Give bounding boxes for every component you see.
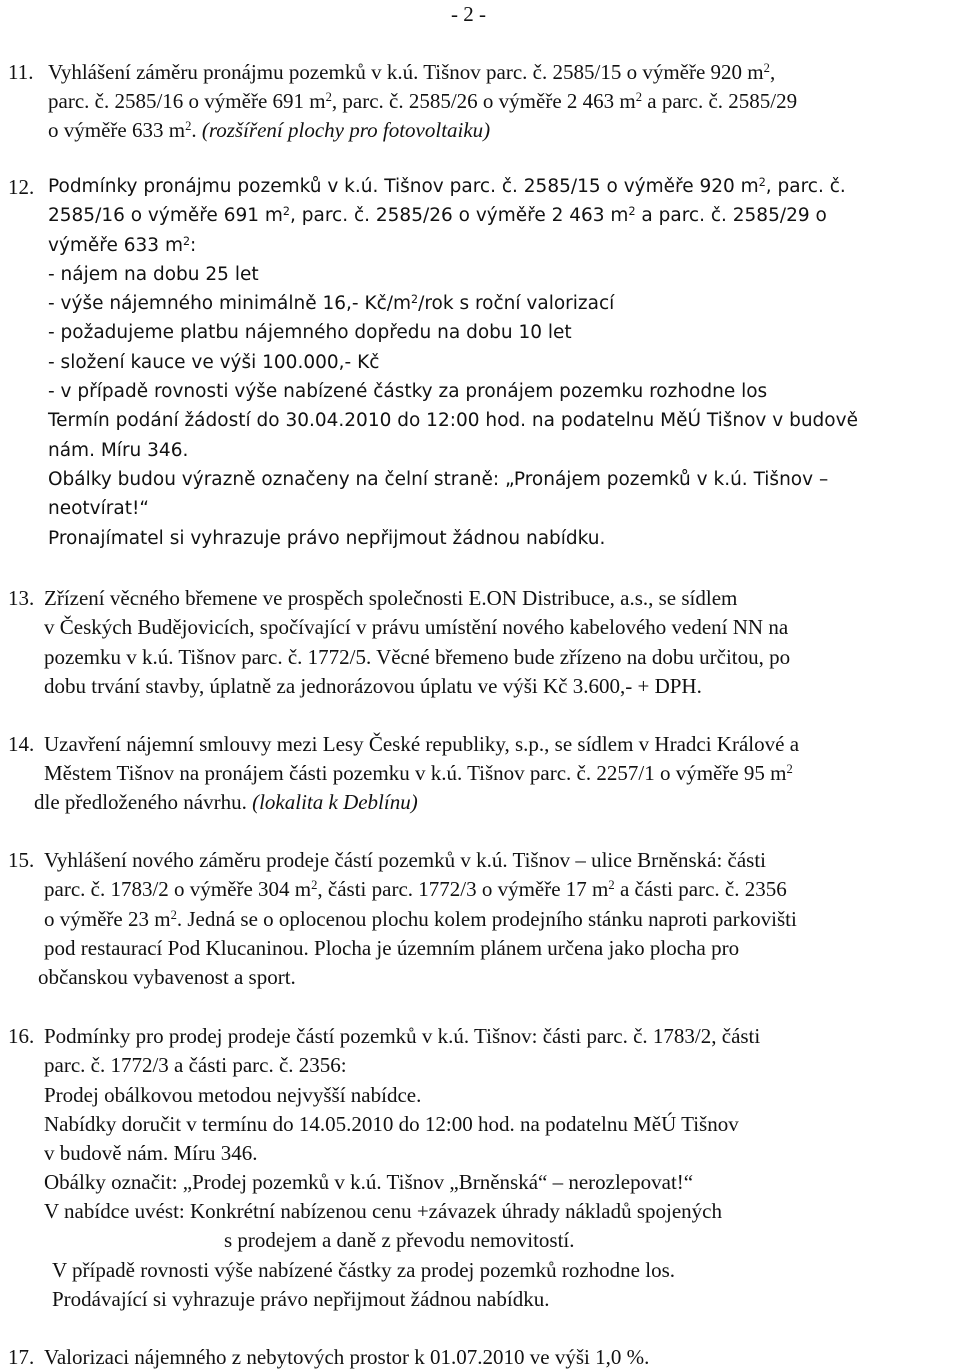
item-15-line-3: o výměře 23 $m^2$. Jedná se o oplocenou plochu kolem prodejního stánku naproti parkovišti [44,907,797,931]
item-15-line-1: Vyhlášení nového záměru prodeje částí pozemků v k.ú. Tišnov – ulice Brněnská: části [44,848,767,872]
page-number: - 2 - [451,2,486,26]
item-12-line-6: - požadujeme platbu nájemného dopředu na dobu 10 let [48,322,572,343]
item-14-line-3: dle předloženého návrhu. (lokalita k Deblínu) [34,790,418,814]
item-16-line-5: v budově nám. Míru 346. [44,1141,258,1165]
item-number-16: 16. [8,1024,35,1048]
item-number-11: 11. [8,60,34,84]
item-12-line-5: - výše nájemného minimálně 16,- $Kč/m^2$/rok s roční valorizací [48,292,615,314]
item-12-line-10: nám. Míru 346. [48,440,189,461]
item-16-line-3: Prodej obálkovou metodou nejvyšší nabídce. [44,1083,422,1107]
item-12-line-4: - nájem na dobu 25 let [48,264,259,285]
item-12-line-7: - složení kauce ve výši 100.000,- Kč [48,352,380,373]
item-number-14: 14. [8,732,35,756]
item-11-line-1: Vyhlášení záměru pronájmu pozemků v k.ú. Tišnov parc. č. 2585/15 o výměře 920 $m^2$, [48,60,776,84]
item-12-line-9: Termín podání žádostí do 30.04.2010 do 12:00 hod. na podatelnu MěÚ Tišnov v budově [48,410,858,431]
item-16-line-10: Prodávající si vyhrazuje právo nepřijmout žádnou nabídku. [52,1287,550,1311]
item-12-line-2: 2585/16 o výměře 691 $m^2$, parc. č. 2585/26 o výměře 2 463 $m^2$ a parc. č. 2585/29 o [48,204,827,226]
item-16-line-7: V nabídce uvést: Konkrétní nabízenou cenu +závazek úhrady nákladů spojených [44,1199,722,1223]
item-16-line-9: V případě rovnosti výše nabízené částky za prodej pozemků rozhodne los. [52,1258,676,1282]
item-number-17: 17. [8,1345,35,1369]
item-number-12: 12. [8,175,35,199]
item-14-line-1: Uzavření nájemní smlouvy mezi Lesy České republiky, s.p., se sídlem v Hradci Králové a [44,732,800,756]
item-12-line-12: neotvírat!“ [48,498,149,519]
item-17-line-1: Valorizaci nájemného z nebytových prostor k 01.07.2010 ve výši 1,0 %. [44,1345,650,1369]
item-16-line-2: parc. č. 1772/3 a části parc. č. 2356: [44,1053,347,1077]
item-15-line-5: občanskou vybavenost a sport. [38,965,296,989]
item-13-line-2: v Českých Budějovicích, spočívající v právu umístění nového kabelového vedení NN na [44,615,789,639]
item-15-line-4: pod restaurací Pod Klucaninou. Plocha je územním plánem určena jako plocha pro [44,936,740,960]
item-11-line-2: parc. č. 2585/16 o výměře 691 $m^2$, parc. č. 2585/26 o výměře 2 463 $m^2$ a parc. č. 2585/29 [48,89,798,113]
item-number-15: 15. [8,848,35,872]
item-13-line-4: dobu trvání stavby, úplatně za jednorázovou úplatu ve výši Kč 3.600,- + DPH. [44,674,702,698]
item-15-line-2: parc. č. 1783/2 o výměře 304 $m^2$, části parc. 1772/3 o výměře 17 $m^2$ a části parc. č. 2356 [44,877,787,901]
item-12-line-11: Obálky budou výrazně označeny na čelní straně: „Pronájem pozemků v k.ú. Tišnov – [48,469,829,490]
item-11-line-3: o výměře 633 $m^2$. (rozšíření plochy pro fotovoltaiku) [48,118,491,142]
item-16-line-1: Podmínky pro prodej prodeje částí pozemků v k.ú. Tišnov: části parc. č. 1783/2, části [44,1024,761,1048]
item-12-line-8: - v případě rovnosti výše nabízené částky za pronájem pozemku rozhodne los [48,381,768,402]
item-16-line-8: s prodejem a daně z převodu nemovitostí. [224,1228,575,1252]
item-13-line-3: pozemku v k.ú. Tišnov parc. č. 1772/5. Věcné břemeno bude zřízeno na dobu určitou, po [44,645,791,669]
item-12-line-13: Pronajímatel si vyhrazuje právo nepřijmout žádnou nabídku. [48,528,606,549]
item-12-line-3: výměře 633 $m^2$: [48,234,197,256]
item-number-13: 13. [8,586,35,610]
item-13-line-1: Zřízení věcného břemene ve prospěch společnosti E.ON Distribuce, a.s., se sídlem [44,586,738,610]
item-16-line-6: Obálky označit: „Prodej pozemků v k.ú. Tišnov „Brněnská“ – nerozlepovat!“ [44,1170,694,1194]
item-14-line-2: Městem Tišnov na pronájem části pozemku v k.ú. Tišnov parc. č. 2257/1 o výměře 95 $m^2$ [44,761,793,785]
item-12-line-1: Podmínky pronájmu pozemků v k.ú. Tišnov parc. č. 2585/15 o výměře 920 $m^2$, parc. č. [48,175,846,197]
item-16-line-4: Nabídky doručit v termínu do 14.05.2010 do 12:00 hod. na podatelnu MěÚ Tišnov [44,1112,739,1136]
